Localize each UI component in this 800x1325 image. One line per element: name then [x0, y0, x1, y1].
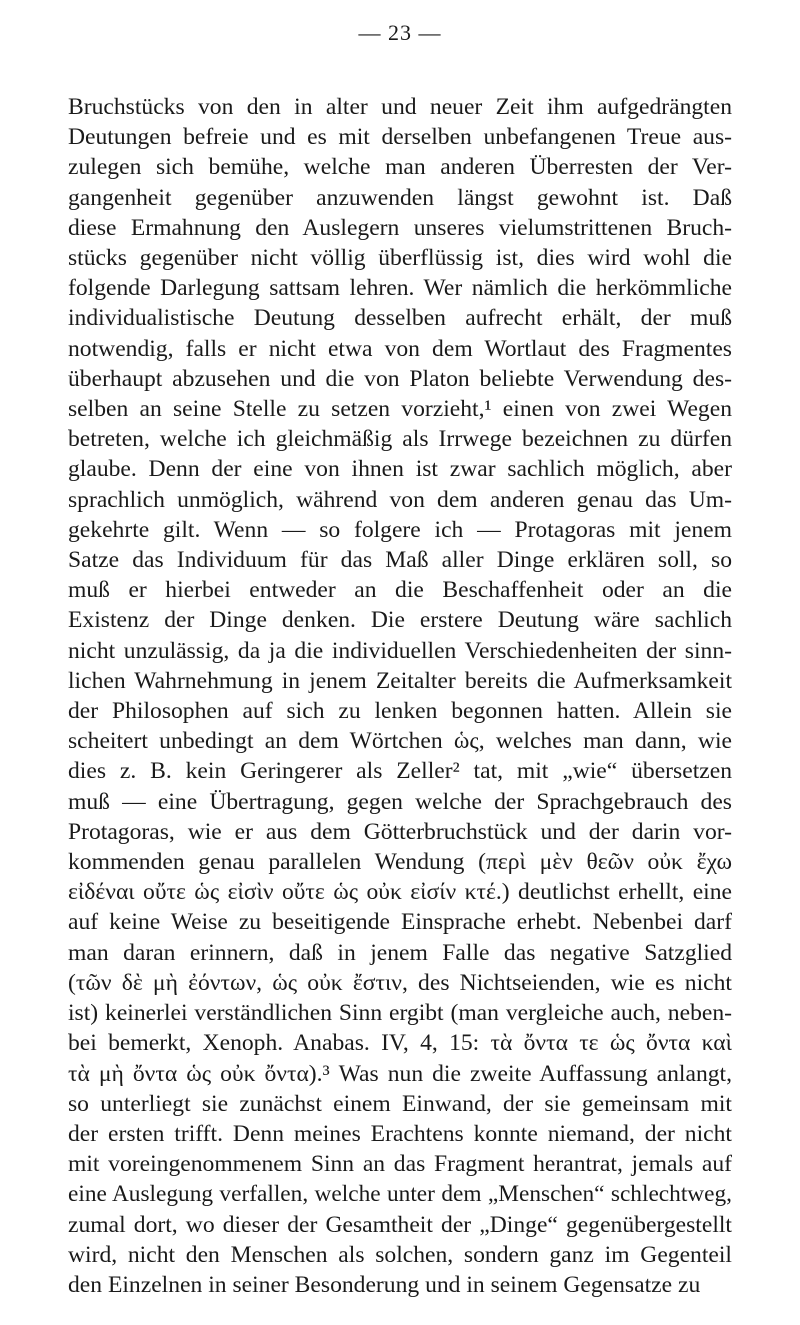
text-line: (τῶν δὲ μὴ ἐόντων, ὡς οὐκ ἔστιν, des Nichtseienden, wie es nicht [68, 969, 732, 996]
body-text [68, 92, 732, 1300]
text-line: wird, nicht den Menschen als solchen, sondern ganz im Gegenteil [68, 1241, 732, 1268]
text-line: Deutungen befreie und es mit derselben unbefangenen Treue aus- [68, 124, 732, 151]
text-line: glaube. Denn der eine von ihnen ist zwar sachlich möglich, aber [68, 456, 732, 483]
text-line: zulegen sich bemühe, welche man anderen Überresten der Ver- [68, 154, 732, 181]
text-line: sprachlich unmöglich, während von dem anderen genau das Um- [68, 486, 732, 513]
text-line: ist) keinerlei verständlichen Sinn ergibt (man vergleiche auch, neben- [68, 1000, 732, 1027]
text-line: Bruchstücks von den in alter und neuer Zeit ihm aufgedrängten [68, 94, 732, 120]
text-line: τὰ μὴ ὄντα ὡς οὐκ ὄντα).³ Was nun die zweite Auffassung anlangt, [68, 1060, 732, 1087]
text-line: lichen Wahrnehmung in jenem Zeitalter bereits die Aufmerksamkeit [68, 667, 732, 694]
text-line: kommenden genau parallelen Wendung (περὶ μὲν θεῶν οὐκ ἔχω [68, 849, 732, 876]
text-line: eine Auslegung verfallen, welche unter dem „Menschen“ schlechtweg, [68, 1181, 732, 1208]
text-line: nicht unzulässig, da ja die individuellen Verschiedenheiten der sinn- [68, 637, 732, 664]
text-line: Existenz der Dinge denken. Die erstere Deutung wäre sachlich [68, 607, 732, 634]
text-line: individualistische Deutung desselben aufrecht erhält, der muß [68, 305, 732, 332]
text-line: diese Ermahnung den Auslegern unseres vielumstrittenen Bruch- [68, 214, 732, 241]
text-line: man daran erinnern, daß in jenem Falle das negative Satzglied [68, 939, 732, 966]
text-line: stücks gegenüber nicht völlig überflüssig ist, dies wird wohl die [68, 245, 732, 272]
text-line: folgende Darlegung sattsam lehren. Wer nämlich die herkömmliche [68, 275, 732, 302]
text-line: muß er hierbei entweder an die Beschaffenheit oder an die [68, 577, 732, 604]
text-line: Protagoras, wie er aus dem Götterbruchstück und der darin vor- [68, 818, 732, 845]
text-line: Satze das Individuum für das Maß aller Dinge erklären soll, so [68, 547, 732, 574]
text-line: betreten, welche ich gleichmäßig als Irrwege bezeichnen zu dürfen [68, 426, 732, 453]
text-line: mit voreingenommenem Sinn an das Fragment herantrat, jemals auf [68, 1151, 732, 1178]
text-line: scheitert unbedingt an dem Wörtchen ὡς, welches man dann, wie [68, 728, 732, 755]
text-line: gangenheit gegenüber anzuwenden längst gewohnt ist. Daß [68, 184, 732, 211]
page-number: — 23 — [358, 20, 442, 45]
text-line: der ersten trifft. Denn meines Erachtens konnte niemand, der nicht [68, 1120, 732, 1147]
text-line: notwendig, falls er nicht etwa von dem Wortlaut des Fragmentes [68, 335, 732, 362]
text-line: den Einzelnen in seiner Besonderung und in seinem Gegensatze zu [68, 1271, 701, 1298]
text-line: muß — eine Übertragung, gegen welche der Sprachgebrauch des [68, 788, 732, 815]
text-line: selben an seine Stelle zu setzen vorzieht,¹ einen von zwei Wegen [68, 396, 732, 423]
text-line: dies z. B. kein Geringerer als Zeller² tat, mit „wie“ übersetzen [68, 758, 732, 785]
text-line: gekehrte gilt. Wenn — so folgere ich — Protagoras mit jenem [68, 516, 732, 543]
text-line: bei bemerkt, Xenoph. Anabas. IV, 4, 15: τὰ ὄντα τε ὡς ὄντα καὶ [68, 1030, 732, 1057]
text-line: εἰδέναι οὔτε ὡς εἰσὶν οὔτε ὡς οὐκ εἰσίν κτέ.) deutlichst erhellt, eine [68, 879, 732, 906]
text-line: zumal dort, wo dieser der Gesamtheit der „Dinge“ gegenübergestellt [68, 1211, 732, 1238]
text-line: der Philosophen auf sich zu lenken begonnen hatten. Allein sie [68, 698, 732, 725]
text-line: überhaupt abzusehen und die von Platon beliebte Verwendung des- [68, 365, 732, 392]
text-line: so unterliegt sie zunächst einem Einwand, der sie gemeinsam mit [68, 1090, 732, 1117]
text-line: auf keine Weise zu beseitigende Einsprache erhebt. Nebenbei darf [68, 909, 732, 936]
